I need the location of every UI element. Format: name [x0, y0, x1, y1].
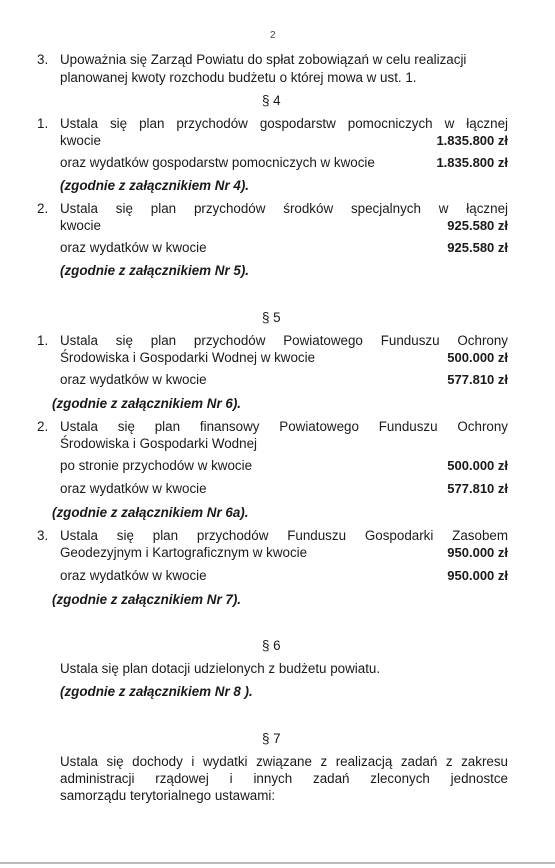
page-number: 2	[270, 30, 276, 41]
annex-note: (zgodnie z załącznikiem Nr 4).	[60, 178, 249, 193]
text-line: Upoważnia się Zarząd Powiatu do spłat zobowiązań w celu realizacji	[60, 52, 467, 67]
paragraph-line: Środowiska i Gospodarki Wodnej w kwocie	[60, 350, 316, 365]
paragraph-line: kwocie	[60, 218, 101, 233]
paragraph-line: oraz wydatków w kwocie	[60, 481, 207, 496]
paragraph-line: samorządu terytorialnego ustawami:	[60, 788, 276, 803]
section-heading: § 5	[262, 310, 281, 325]
section-heading: § 6	[262, 638, 281, 653]
amount: 577.810 zł	[447, 372, 508, 387]
paragraph-line: administracji rządowej i innych zadań zleconych jednostce	[60, 771, 508, 786]
annex-note: (zgodnie z załącznikiem Nr 6).	[52, 396, 241, 411]
item-number: 3.	[37, 528, 49, 543]
paragraph-line: Ustala się plan dotacji udzielonych z budżetu powiatu.	[60, 661, 381, 676]
scan-edge-line	[0, 862, 555, 864]
item-number: 2.	[37, 419, 49, 434]
amount: 925.580 zł	[447, 240, 508, 255]
paragraph-line: Ustala się dochody i wydatki związane z realizacją zadań z zakresu	[60, 754, 508, 769]
paragraph-line: Ustala się plan przychodów Powiatowego Funduszu Ochrony	[60, 333, 508, 348]
paragraph-line: Środowiska i Gospodarki Wodnej	[60, 436, 257, 451]
amount: 925.580 zł	[447, 218, 508, 233]
amount: 577.810 zł	[447, 481, 508, 496]
amount: 500.000 zł	[447, 350, 508, 365]
amount: 950.000 zł	[447, 568, 508, 583]
paragraph-line: po stronie przychodów w kwocie	[60, 458, 253, 473]
annex-note: (zgodnie z załącznikiem Nr 8 ).	[60, 684, 253, 699]
amount: 1.835.800 zł	[436, 155, 508, 170]
paragraph-line: oraz wydatków gospodarstw pomocniczych w kwocie	[60, 155, 375, 170]
annex-note: (zgodnie z załącznikiem Nr 7).	[52, 592, 241, 607]
item-number: 1.	[37, 116, 49, 131]
paragraph-line: kwocie	[60, 133, 101, 148]
paragraph-line	[60, 52, 508, 67]
paragraph-line: Geodezyjnym i Kartograficznym w kwocie	[60, 545, 308, 560]
amount: 1.835.800 zł	[436, 133, 508, 148]
paragraph-line: Ustala się plan przychodów Funduszu Gospodarki Zasobem	[60, 528, 508, 543]
paragraph-line: oraz wydatków w kwocie	[60, 568, 207, 583]
section-heading: § 4	[262, 93, 281, 108]
item-number: 2.	[37, 201, 49, 216]
paragraph-line: oraz wydatków w kwocie	[60, 372, 207, 387]
amount: 500.000 zł	[447, 458, 508, 473]
item-number: 3.	[37, 52, 49, 67]
paragraph-line: Ustala się plan finansowy Powiatowego Funduszu Ochrony	[60, 419, 508, 434]
item-number: 1.	[37, 333, 49, 348]
paragraph-line: oraz wydatków w kwocie	[60, 240, 207, 255]
paragraph-line: planowanej kwoty rozchodu budżetu o której mowa w ust. 1.	[60, 70, 417, 85]
paragraph-line: Ustala się plan przychodów gospodarstw pomocniczych w łącznej	[60, 116, 508, 131]
paragraph-line: Ustala się plan przychodów środków specjalnych w łącznej	[60, 201, 508, 216]
annex-note: (zgodnie z załącznikiem Nr 6a).	[52, 505, 249, 520]
section-heading: § 7	[262, 731, 281, 746]
annex-note: (zgodnie z załącznikiem Nr 5).	[60, 263, 249, 278]
amount: 950.000 zł	[447, 545, 508, 560]
